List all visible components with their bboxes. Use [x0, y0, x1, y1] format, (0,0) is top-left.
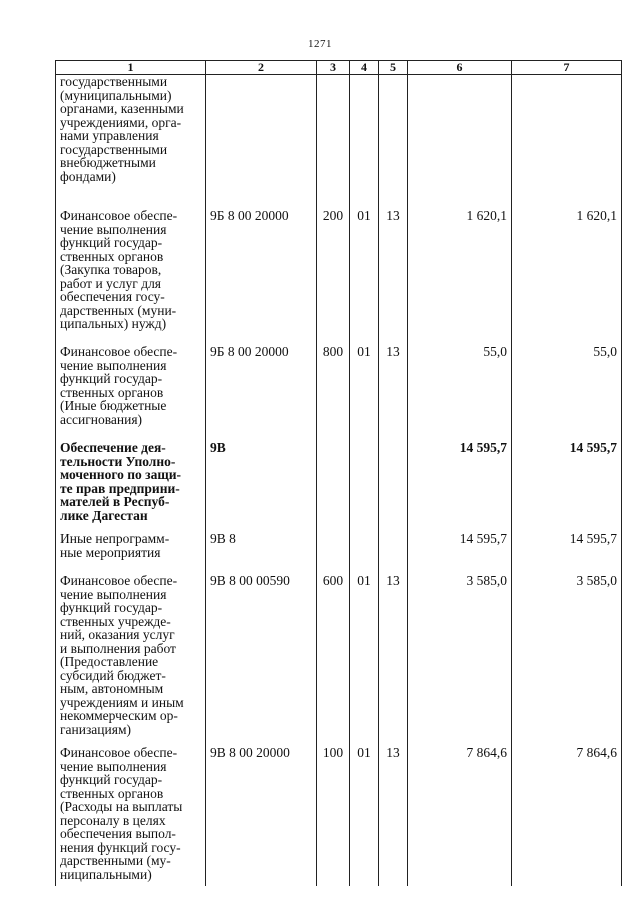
expense-name-line: Финансовое обеспе- [60, 745, 178, 760]
expense-name-line: функций государ- [60, 235, 163, 250]
expense-name-line: персоналу в целях [60, 812, 166, 828]
amount-year2-cell: 7 864,6 [512, 736, 622, 886]
table-body [56, 75, 622, 887]
expense-name-cell [56, 429, 206, 522]
expense-name-line: нения функций госу- [60, 839, 181, 855]
section-cell [350, 522, 379, 564]
subsection-cell [379, 429, 408, 522]
expense-name-line: Финансовое обеспе- [60, 208, 178, 223]
expense-name-cell [56, 736, 206, 886]
table-row [56, 335, 622, 429]
section-cell: 01 [350, 197, 379, 335]
amount-year1-cell: 14 595,7 [408, 429, 512, 522]
target-code-cell [206, 75, 317, 198]
target-code-cell: 9Б 8 00 20000 [206, 197, 317, 335]
expense-name-line: Обеспечение дея- [60, 440, 166, 455]
expense-type-cell: 800 [317, 335, 350, 429]
section-cell: 01 [350, 564, 379, 736]
expense-name-line: (муниципальными) [60, 87, 172, 103]
target-code-cell: 9В 8 [206, 522, 317, 564]
amount-year2-cell [512, 75, 622, 198]
expense-name-line: учреждениями, орга- [60, 114, 182, 130]
expense-name-cell [56, 75, 206, 198]
expense-name-line: тельности Уполно- [60, 453, 176, 469]
target-code-cell: 9В [206, 429, 317, 522]
expense-name-line: (Иные бюджетные [60, 398, 167, 413]
expense-name-line: функций государ- [60, 371, 163, 386]
subsection-cell [379, 75, 408, 198]
table-row [56, 197, 622, 335]
expense-name-line: ные мероприятия [60, 544, 161, 560]
expense-name-line: чение выполнения [60, 586, 167, 602]
expense-name-line: обеспечения госу- [60, 289, 165, 304]
expense-name-line: субсидий бюджет- [60, 667, 166, 683]
expense-name-line: ний, оказания услуг [60, 627, 175, 642]
expense-type-cell: 200 [317, 197, 350, 335]
header-col-7: 7 [512, 61, 622, 75]
amount-year1-cell: 7 864,6 [408, 736, 512, 886]
header-col-3: 3 [317, 61, 350, 75]
amount-year1-cell: 1 620,1 [408, 197, 512, 335]
expense-type-cell: 100 [317, 736, 350, 886]
amount-year2-cell: 1 620,1 [512, 197, 622, 335]
expense-name-line: государственными [60, 74, 168, 89]
expense-name-line: ципальных) нужд) [60, 316, 167, 331]
expense-name-cell [56, 197, 206, 335]
expense-name-line: ственных органов [60, 384, 164, 400]
expense-name-line: чение выполнения [60, 221, 167, 237]
header-row [56, 61, 622, 75]
table-row [56, 522, 622, 564]
amount-year2-cell: 3 585,0 [512, 564, 622, 736]
expense-name-line: Финансовое обеспе- [60, 344, 178, 359]
header-col-1: 1 [56, 61, 206, 75]
amount-year1-cell: 14 595,7 [408, 522, 512, 564]
expense-name-line: (Расходы на выплаты [60, 799, 183, 814]
expense-name-cell [56, 564, 206, 736]
expense-name-line: ниципальными) [60, 866, 152, 882]
target-code-cell: 9В 8 00 20000 [206, 736, 317, 886]
table-row [56, 736, 622, 886]
section-cell [350, 75, 379, 198]
amount-year2-cell: 14 595,7 [512, 522, 622, 564]
expense-name-line: некоммерческим ор- [60, 708, 178, 723]
header-col-5: 5 [379, 61, 408, 75]
table-row [56, 564, 622, 736]
budget-table [55, 60, 622, 886]
expense-name-line: (Закупка товаров, [60, 262, 162, 277]
expense-name-line: ственных учрежде- [60, 613, 171, 629]
table-row [56, 75, 622, 198]
target-code-cell: 9В 8 00 00590 [206, 564, 317, 736]
subsection-cell: 13 [379, 335, 408, 429]
expense-name-line: функций государ- [60, 600, 163, 615]
subsection-cell: 13 [379, 736, 408, 886]
expense-name-line: чение выполнения [60, 758, 167, 774]
expense-name-line: дарственных (муни- [60, 302, 177, 318]
expense-name-line: фондами) [60, 168, 116, 184]
expense-name-line: учреждениям и иным [60, 694, 184, 710]
page-number: 1271 [308, 38, 332, 50]
amount-year1-cell [408, 75, 512, 198]
expense-name-line: функций государ- [60, 772, 163, 787]
header-col-2: 2 [206, 61, 317, 75]
expense-name-cell [56, 522, 206, 564]
section-cell [350, 429, 379, 522]
amount-year2-cell: 55,0 [512, 335, 622, 429]
expense-name-line: нами управления [60, 128, 159, 143]
subsection-cell [379, 522, 408, 564]
expense-name-line: органами, казенными [60, 101, 184, 116]
expense-name-line: внебюджетными [60, 155, 156, 170]
expense-type-cell [317, 429, 350, 522]
expense-name-line: ганизациям) [60, 721, 132, 737]
amount-year1-cell: 55,0 [408, 335, 512, 429]
expense-name-line: мателей в Респуб- [60, 494, 170, 509]
header-col-4: 4 [350, 61, 379, 75]
expense-name-line: и выполнения работ [60, 640, 176, 656]
target-code-cell: 9Б 8 00 20000 [206, 335, 317, 429]
expense-name-line: ственных органов [60, 785, 164, 801]
expense-name-line: ным, автономным [60, 681, 164, 696]
expense-name-line: государственными [60, 141, 168, 157]
expense-name-line: дарственными (му- [60, 853, 171, 868]
expense-name-line: ственных органов [60, 248, 164, 264]
expense-name-line: Финансовое обеспе- [60, 573, 178, 588]
expense-name-line: обеспечения выпол- [60, 826, 176, 841]
expense-name-line: лике Дагестан [60, 507, 148, 523]
subsection-cell: 13 [379, 564, 408, 736]
expense-type-cell [317, 522, 350, 564]
header-col-6: 6 [408, 61, 512, 75]
expense-name-line: Иные непрограмм- [60, 531, 170, 546]
expense-name-line: моченного по защи- [60, 467, 181, 482]
section-cell: 01 [350, 736, 379, 886]
section-cell: 01 [350, 335, 379, 429]
table-row [56, 429, 622, 522]
amount-year1-cell: 3 585,0 [408, 564, 512, 736]
expense-name-line: чение выполнения [60, 357, 167, 373]
expense-type-cell: 600 [317, 564, 350, 736]
expense-name-cell [56, 335, 206, 429]
expense-type-cell [317, 75, 350, 198]
subsection-cell: 13 [379, 197, 408, 335]
expense-name-line: работ и услуг для [60, 275, 162, 291]
expense-name-line: те прав предприни- [60, 480, 180, 496]
expense-name-line: ассигнования) [60, 411, 143, 427]
expense-name-line: (Предоставление [60, 654, 159, 669]
amount-year2-cell: 14 595,7 [512, 429, 622, 522]
